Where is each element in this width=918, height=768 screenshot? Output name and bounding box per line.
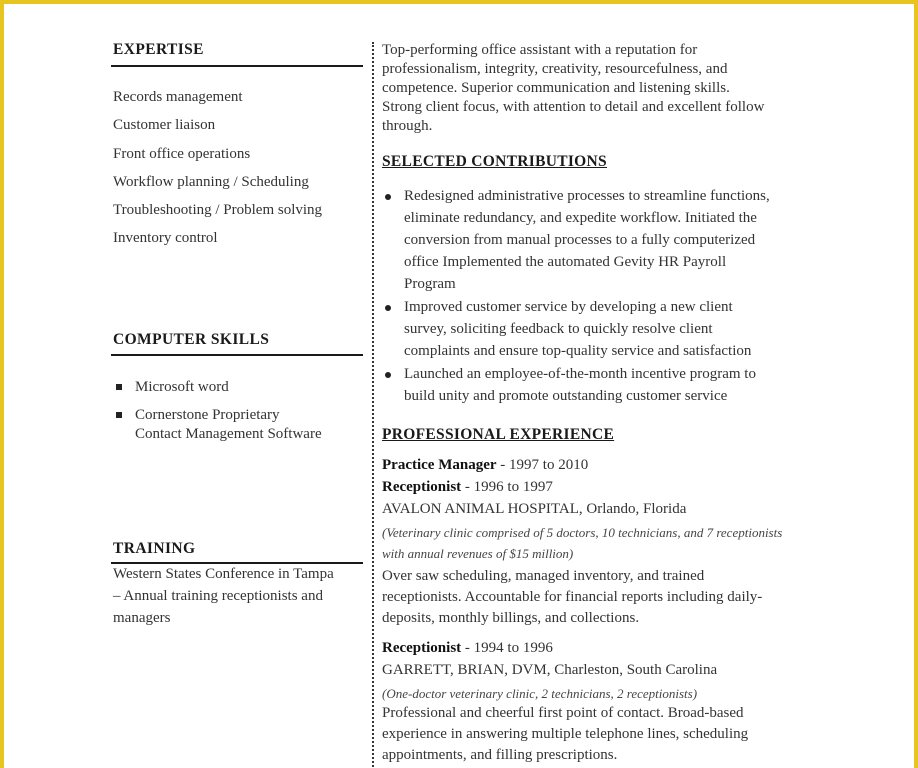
bullet-icon <box>385 372 391 378</box>
job-dates: - 1996 to 1997 <box>461 479 553 495</box>
training-line: – Annual training receptionists and <box>113 588 323 604</box>
computer-skill-item-continued: Contact Management Software <box>135 426 322 442</box>
computer-skill-item: Microsoft word <box>135 379 229 395</box>
square-bullet-icon <box>116 412 122 418</box>
expertise-item: Workflow planning / Scheduling <box>113 174 309 190</box>
contribution-line: Launched an employee-of-the-month incentive program to <box>404 366 756 382</box>
profile-line: through. <box>382 118 433 134</box>
job-role-line <box>382 457 588 474</box>
computer-skills-heading: COMPUTER SKILLS <box>113 331 270 348</box>
employer-name: AVALON ANIMAL HOSPITAL, Orlando, Florida <box>382 501 687 517</box>
employer-note: (One-doctor veterinary clinic, 2 technicians, 2 receptionists) <box>382 686 698 701</box>
training-rule <box>111 562 363 564</box>
profile-line: professionalism, integrity, creativity, resourcefulness, and <box>382 61 728 77</box>
training-line: Western States Conference in Tampa <box>113 566 334 582</box>
expertise-item: Inventory control <box>113 230 218 246</box>
job-description-line: Professional and cheerful first point of contact. Broad-based <box>382 705 744 721</box>
job-title: Receptionist <box>382 640 462 656</box>
employer-note: (Veterinary clinic comprised of 5 doctors, 10 technicians, and 7 receptionists <box>382 525 783 540</box>
profile-line: competence. Superior communication and listening skills. <box>382 80 730 96</box>
training-line: managers <box>113 610 171 626</box>
employer-note: with annual revenues of $15 million) <box>382 546 574 561</box>
bullet-icon <box>385 194 391 200</box>
training-heading: TRAINING <box>113 540 196 557</box>
computer-skills-rule <box>111 354 363 356</box>
contribution-line: eliminate redundancy, and expedite workflow. Initiated the <box>404 210 757 226</box>
job-role-line <box>382 640 553 657</box>
job-title: Practice Manager <box>382 457 497 473</box>
expertise-item: Front office operations <box>113 146 251 162</box>
expertise-item: Troubleshooting / Problem solving <box>113 202 323 218</box>
expertise-rule <box>111 65 363 67</box>
employer-name: GARRETT, BRIAN, DVM, Charleston, South Carolina <box>382 662 718 678</box>
expertise-item: Customer liaison <box>113 117 216 133</box>
contribution-line: complaints and ensure top-quality service and satisfaction <box>404 343 752 359</box>
contribution-line: build unity and promote outstanding customer service <box>404 388 728 404</box>
contribution-line: conversion from manual processes to a fully computerized <box>404 232 756 248</box>
resume-page <box>4 4 914 768</box>
job-description-line: appointments, and filling prescriptions. <box>382 747 618 763</box>
contribution-line: Improved customer service by developing a new client <box>404 299 733 315</box>
job-description-line: deposits, monthly billings, and collections. <box>382 610 640 626</box>
contribution-line: office Implemented the automated Gevity HR Payroll <box>404 254 727 270</box>
profile-line: Strong client focus, with attention to detail and excellent follow <box>382 99 765 115</box>
contributions-heading: SELECTED CONTRIBUTIONS <box>382 153 607 170</box>
expertise-item: Records management <box>113 89 243 105</box>
job-dates: - 1994 to 1996 <box>461 640 553 656</box>
job-description-line: experience in answering multiple telephone lines, scheduling <box>382 726 749 742</box>
computer-skill-item: Cornerstone Proprietary <box>135 407 280 423</box>
job-description-line: Over saw scheduling, managed inventory, and trained <box>382 568 705 584</box>
job-role-line <box>382 479 553 496</box>
job-dates: - 1997 to 2010 <box>496 457 589 473</box>
contribution-line: Redesigned administrative processes to streamline functions, <box>404 188 770 204</box>
expertise-heading: EXPERTISE <box>113 41 204 58</box>
job-description-line: receptionists. Accountable for financial reports including daily- <box>382 589 763 605</box>
profile-line: Top-performing office assistant with a reputation for <box>382 42 698 58</box>
bullet-icon <box>385 305 391 311</box>
contribution-line: survey, soliciting feedback to quickly resolve client <box>404 321 713 337</box>
contribution-line: Program <box>404 276 456 292</box>
square-bullet-icon <box>116 384 122 390</box>
column-divider <box>372 42 374 768</box>
job-title: Receptionist <box>382 479 462 495</box>
experience-heading: PROFESSIONAL EXPERIENCE <box>382 426 615 443</box>
